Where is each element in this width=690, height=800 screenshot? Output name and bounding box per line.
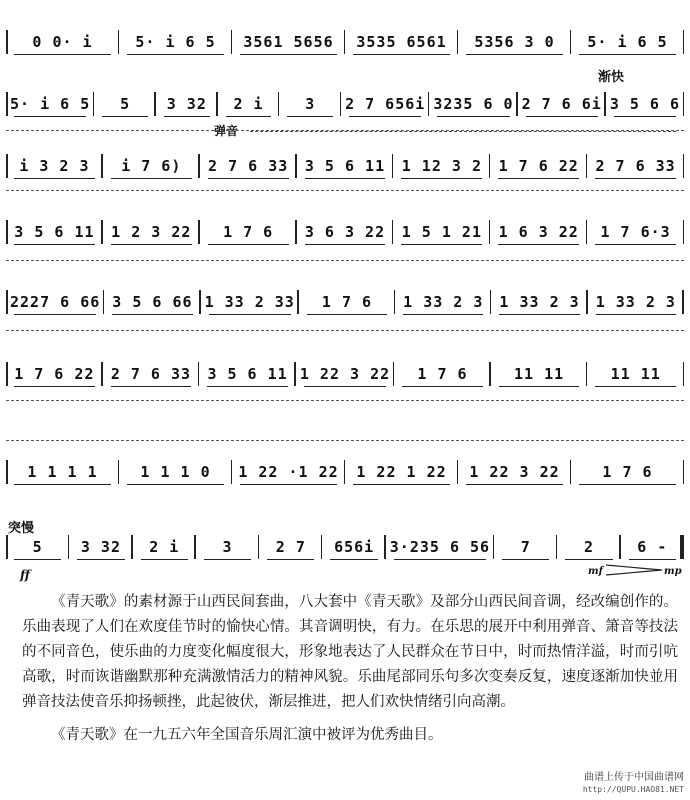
measure — [6, 532, 69, 562]
underline-beam — [305, 178, 386, 180]
underline-beam — [466, 54, 563, 56]
underline-beam — [164, 116, 210, 118]
measure-notes: 5· i 6 5 — [135, 33, 216, 51]
underline-beam — [614, 116, 676, 118]
measure-notes: 1 22 ·1 22 — [238, 463, 339, 481]
measure — [6, 151, 103, 181]
measure — [69, 532, 132, 562]
underline-beam — [349, 116, 421, 118]
underline-beam — [437, 116, 509, 118]
measure-notes: 1 7 6 — [223, 223, 274, 241]
measure — [587, 151, 684, 181]
measure — [119, 457, 232, 487]
measure-notes: 1 33 2 33 — [204, 293, 295, 311]
score-line — [6, 20, 684, 64]
underline-beam — [305, 244, 386, 246]
underline-beam — [403, 314, 483, 316]
technique-marking: 弹音 — [214, 124, 239, 138]
measure — [200, 151, 297, 181]
measure-notes: 11 11 — [610, 365, 661, 383]
measure-notes: 2227 6 66 — [10, 293, 101, 311]
underline-beam — [240, 54, 337, 56]
underline-beam — [401, 178, 482, 180]
measure-notes: 3235 6 0 — [433, 95, 514, 113]
measure — [491, 359, 588, 389]
description-paragraph-1: 《青天歌》的素材源于山西民间套曲，八大套中《青天歌》及部分山西民间音调，经改编创作的。乐曲表现了人们在欢度佳节时的愉快心情。其音调明快，有力。在乐思的展开中利用弹音、箫音等技法的不同音色，使乐曲的力度变化幅度很大，形象地表达了人民群众在节日中，时而热情洋溢，时而引吭高歌，时而诙谐幽默那种充满激情活力的精神风貌。乐曲尾部同乐句多次变奏反复，速度逐渐加快並用弹音技法使音乐抑扬顿挫，此起彼伏，渐层推进，把人们欢快情绪引向高潮。 — [22, 594, 678, 710]
underline-beam — [111, 386, 192, 388]
measure-notes: 3·235 6 56 — [389, 538, 491, 556]
measure — [322, 532, 385, 562]
measure-notes: 2 7 — [275, 538, 306, 556]
score-line — [6, 352, 684, 396]
underline-beam — [579, 484, 676, 486]
dynamic-mf: mf — [588, 566, 603, 577]
measure — [6, 27, 119, 57]
underline-beam — [226, 116, 272, 118]
underline-beam — [498, 244, 579, 246]
measure-notes: 1 7 6 22 — [498, 157, 579, 175]
underline-beam — [304, 386, 386, 388]
measure — [299, 287, 395, 317]
underline-beam — [111, 244, 192, 246]
measure-notes: 3 32 — [166, 95, 207, 113]
measure-notes: 1 1 1 0 — [140, 463, 211, 481]
measure-notes: 1 7 6 22 — [14, 365, 95, 383]
underline-beam — [111, 178, 192, 180]
underline-beam — [401, 244, 482, 246]
measure-notes: 1 7 6 — [417, 365, 468, 383]
measure — [395, 287, 491, 317]
measure-notes: 5 — [120, 95, 131, 113]
measure — [458, 27, 571, 57]
measure — [6, 89, 94, 119]
dynamic-mp: mp — [664, 566, 682, 577]
measure-notes: 1 6 3 22 — [498, 223, 579, 241]
measure — [200, 217, 297, 247]
underline-beam — [14, 116, 86, 118]
system-separator — [6, 400, 684, 401]
measure-notes: 1 7 6·3 — [600, 223, 671, 241]
measure — [490, 151, 587, 181]
measure — [621, 532, 684, 562]
underline-beam — [394, 559, 486, 561]
system-separator — [6, 330, 684, 331]
underline-beam — [466, 484, 563, 486]
score-line — [6, 450, 684, 494]
dynamic-ff: ff — [20, 568, 30, 582]
underline-beam — [14, 559, 61, 561]
score-line — [6, 144, 684, 188]
measure — [296, 359, 394, 389]
measure-notes: i 7 6) — [121, 157, 182, 175]
measure-notes: 3561 5656 — [243, 33, 334, 51]
underline-beam — [353, 484, 450, 486]
score-line — [6, 280, 684, 324]
underline-beam — [595, 386, 676, 388]
underline-beam — [207, 386, 288, 388]
measure — [606, 89, 684, 119]
measure-notes: 3 5 6 11 — [304, 157, 386, 175]
measure — [393, 151, 490, 181]
site-watermark — [583, 772, 684, 796]
measure — [103, 151, 200, 181]
watermark-url: http://QUPU.HAO81.NET — [582, 785, 684, 794]
underline-beam — [14, 54, 111, 56]
underline-beam — [127, 54, 224, 56]
underline-beam — [267, 559, 314, 561]
measure — [232, 27, 345, 57]
underline-beam — [209, 314, 291, 316]
underline-beam — [14, 314, 96, 316]
measure-notes: 3535 6561 — [356, 33, 447, 51]
measure — [6, 359, 103, 389]
underline-beam — [14, 484, 111, 486]
measure-notes: 2 7 656i — [345, 95, 426, 113]
underline-beam — [127, 484, 224, 486]
system-separator — [6, 260, 684, 261]
measure-notes: 1 33 2 3 — [403, 293, 484, 311]
measure — [259, 532, 322, 562]
measure — [103, 217, 200, 247]
measure-notes: 3 5 6 66 — [112, 293, 193, 311]
system-separator — [6, 190, 684, 191]
description-text — [22, 590, 678, 748]
measure-notes: 2 i — [149, 538, 180, 556]
underline-beam — [402, 386, 483, 388]
underline-beam — [498, 178, 579, 180]
measure — [279, 89, 341, 119]
measure-notes: 1 33 2 3 — [499, 293, 580, 311]
underline-beam — [208, 178, 289, 180]
measure-notes: 3 6 3 22 — [304, 223, 386, 241]
measure — [393, 217, 490, 247]
measure — [429, 89, 517, 119]
measure-notes: 3 32 — [80, 538, 121, 556]
measure — [557, 532, 620, 562]
underline-beam — [102, 116, 148, 118]
underline-beam — [579, 54, 676, 56]
measure-notes: 1 2 3 22 — [111, 223, 192, 241]
measure — [386, 532, 494, 562]
underline-beam — [330, 559, 377, 561]
measure-notes: 2 7 6 33 — [595, 157, 676, 175]
measure — [156, 89, 218, 119]
measure-notes: 5· i 6 5 — [10, 95, 91, 113]
measure-notes: 3 5 6 6 — [609, 95, 681, 113]
measure — [587, 359, 684, 389]
underline-beam — [596, 314, 676, 316]
measure-notes: 1 22 3 22 — [299, 365, 391, 383]
measure-notes: 3 — [305, 95, 316, 113]
score-line — [6, 210, 684, 254]
score-line — [6, 525, 684, 569]
measure — [196, 532, 259, 562]
measure — [6, 217, 103, 247]
underline-beam — [77, 559, 124, 561]
measure-notes: 1 7 6 — [602, 463, 653, 481]
measure — [491, 287, 587, 317]
measure — [588, 287, 684, 317]
underline-beam — [112, 314, 192, 316]
measure — [232, 457, 345, 487]
measure-notes: 1 5 1 21 — [401, 223, 482, 241]
measure — [297, 151, 394, 181]
underline-beam — [499, 386, 580, 388]
underline-beam — [14, 244, 95, 246]
underline-beam — [307, 314, 387, 316]
measure — [94, 89, 156, 119]
underline-beam — [565, 559, 612, 561]
measure-notes: 2 — [584, 538, 595, 556]
measure — [345, 457, 458, 487]
underline-beam — [287, 116, 333, 118]
underline-beam — [502, 559, 549, 561]
underline-beam — [629, 559, 676, 561]
measure-notes: 656i — [334, 538, 375, 556]
tempo-sudden-slow-marking: 突慢 — [8, 521, 35, 536]
system-separator — [6, 130, 684, 131]
underline-beam — [595, 244, 676, 246]
underline-beam — [14, 178, 95, 180]
measure-notes: 2 i — [233, 95, 264, 113]
description-paragraph-2: 《青天歌》在一九五六年全国音乐周汇演中被评为优秀曲目。 — [51, 727, 443, 743]
measure-notes: 0 0· i — [32, 33, 93, 51]
measure-notes: 3 5 6 11 — [14, 223, 95, 241]
underline-beam — [204, 559, 251, 561]
measure — [297, 217, 394, 247]
measure — [345, 27, 458, 57]
measure-notes: 11 11 — [514, 365, 565, 383]
measure — [199, 359, 296, 389]
measure-notes: 1 1 1 1 — [27, 463, 98, 481]
underline-beam — [141, 559, 188, 561]
measure — [218, 89, 280, 119]
measure-notes: 2 7 6 33 — [208, 157, 289, 175]
measure — [571, 457, 684, 487]
measure-notes: 2 7 6 33 — [110, 365, 192, 383]
technique-extension-line — [250, 131, 676, 132]
measure-notes: 1 22 1 22 — [356, 463, 447, 481]
underline-beam — [353, 54, 450, 56]
measure — [571, 27, 684, 57]
measure — [494, 532, 557, 562]
measure-notes: 1 12 3 2 — [401, 157, 482, 175]
measure-notes: 3 5 6 11 — [207, 365, 288, 383]
underline-beam — [499, 314, 579, 316]
tempo-accel-marking: 渐快 — [598, 70, 625, 85]
measure-notes: 5 — [32, 538, 43, 556]
measure — [458, 457, 571, 487]
measure-notes: 6 - — [637, 538, 668, 556]
underline-beam — [208, 244, 289, 246]
measure-notes: 7 — [520, 538, 531, 556]
measure — [6, 287, 104, 317]
measure-notes: 1 7 6 — [321, 293, 373, 311]
measure — [394, 359, 491, 389]
measure-notes: 3 — [222, 538, 233, 556]
measure — [201, 287, 299, 317]
underline-beam — [240, 484, 337, 486]
measure — [6, 457, 119, 487]
score-line — [6, 82, 684, 126]
measure-notes: 5356 3 0 — [474, 33, 555, 51]
measure-notes: 5· i 6 5 — [587, 33, 668, 51]
measure-notes: 1 22 3 22 — [469, 463, 560, 481]
underline-beam — [14, 386, 95, 388]
measure — [119, 27, 232, 57]
measure-notes: 2 7 6 6i — [521, 95, 602, 113]
measure — [490, 217, 587, 247]
underline-beam — [595, 178, 676, 180]
measure — [133, 532, 196, 562]
measure — [341, 89, 429, 119]
measure — [587, 217, 684, 247]
underline-beam — [526, 116, 598, 118]
watermark-site-name: 曲谱上传于中国曲谱网 — [584, 772, 684, 783]
measure — [104, 287, 200, 317]
measure-notes: 1 33 2 3 — [595, 293, 676, 311]
decrescendo-hairpin — [606, 563, 664, 577]
system-separator — [6, 440, 684, 441]
measure-notes: i 3 2 3 — [19, 157, 90, 175]
measure — [518, 89, 606, 119]
measure — [103, 359, 200, 389]
